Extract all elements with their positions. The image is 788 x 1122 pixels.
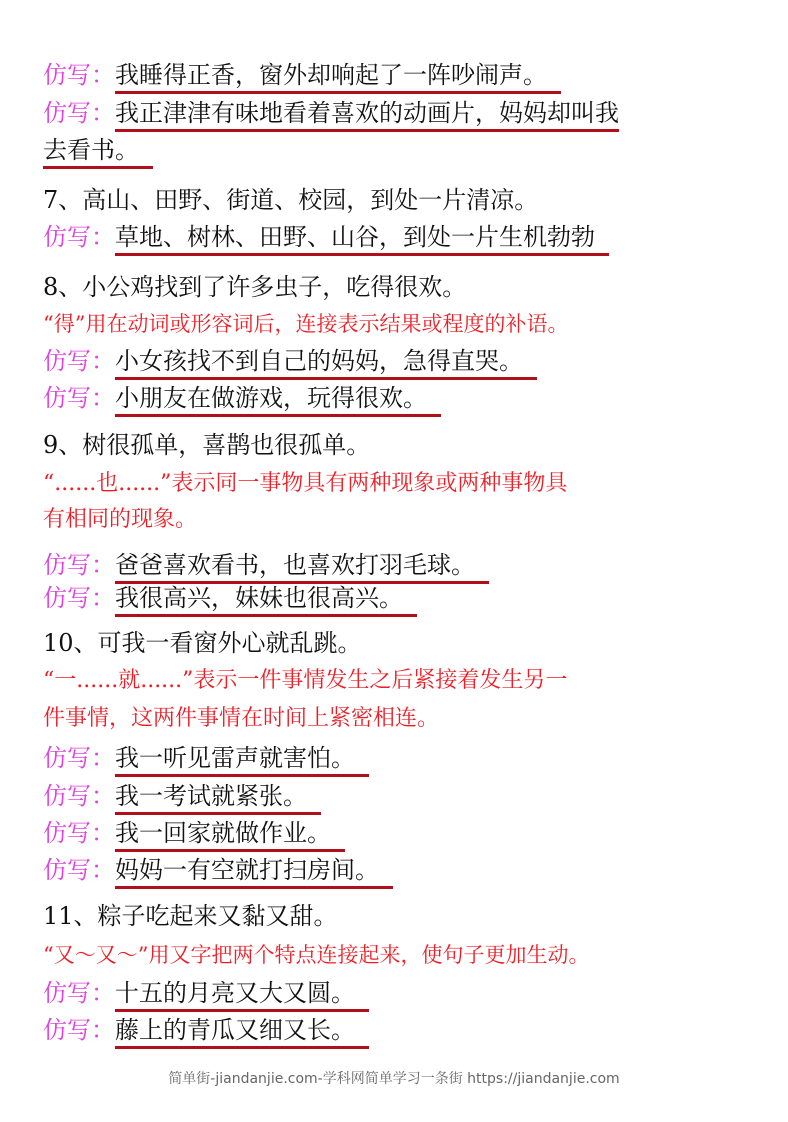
imitation-line xyxy=(43,96,619,132)
imitation-answer: 妈妈一有空就打扫房间。 xyxy=(115,854,393,889)
imitation-line xyxy=(43,344,537,380)
question-10: 10、可我一看窗外心就乱跳。 xyxy=(43,629,362,657)
imitation-answer: 我正津津有味地看着喜欢的动画片，妈妈却叫我 xyxy=(115,97,619,132)
question-9: 9、树很孤单，喜鹊也很孤单。 xyxy=(43,431,371,459)
imitation-label: 仿写： xyxy=(43,856,115,884)
imitation-line xyxy=(43,816,345,852)
explanation: “一......就......”表示一件事情发生之后紧接着发生另一 xyxy=(43,668,568,693)
imitation-line-continued xyxy=(43,133,153,169)
imitation-answer: 爸爸喜欢看书，也喜欢打羽毛球。 xyxy=(115,549,489,584)
explanation-continued: 件事情，这两件事情在时间上紧密相连。 xyxy=(43,706,440,731)
imitation-label: 仿写： xyxy=(43,61,115,89)
imitation-answer: 藤上的青瓜又细又长。 xyxy=(115,1014,369,1049)
imitation-label: 仿写： xyxy=(43,744,115,772)
imitation-line xyxy=(43,779,321,815)
imitation-label: 仿写： xyxy=(43,223,115,251)
explanation: “得”用在动词或形容词后，连接表示结果或程度的补语。 xyxy=(43,312,569,336)
imitation-answer: 我一回家就做作业。 xyxy=(115,817,345,852)
imitation-answer: 去看书。 xyxy=(43,134,153,169)
imitation-label: 仿写： xyxy=(43,551,115,579)
question-8: 8、小公鸡找到了许多虫子，吃得很欢。 xyxy=(43,273,467,301)
imitation-answer: 小女孩找不到自己的妈妈，急得直哭。 xyxy=(115,345,537,380)
imitation-label: 仿写： xyxy=(43,584,115,612)
imitation-label: 仿写： xyxy=(43,384,115,412)
imitation-answer: 我一听见雷声就害怕。 xyxy=(115,742,369,777)
explanation: “又～又～”用又字把两个特点连接起来，使句子更加生动。 xyxy=(43,943,590,967)
imitation-line xyxy=(43,548,489,584)
imitation-answer: 小朋友在做游戏，玩得很欢。 xyxy=(115,382,441,417)
imitation-label: 仿写： xyxy=(43,782,115,810)
imitation-label: 仿写： xyxy=(43,99,115,127)
imitation-line xyxy=(43,1013,369,1049)
imitation-answer: 我一考试就紧张。 xyxy=(115,780,321,815)
imitation-line xyxy=(43,853,393,889)
imitation-label: 仿写： xyxy=(43,819,115,847)
imitation-line xyxy=(43,381,441,417)
imitation-answer: 我睡得正香，窗外却响起了一阵吵闹声。 xyxy=(115,59,561,94)
question-11: 11、粽子吃起来又黏又甜。 xyxy=(43,902,338,930)
imitation-line xyxy=(43,58,561,94)
imitation-label: 仿写： xyxy=(43,979,115,1007)
imitation-label: 仿写： xyxy=(43,347,115,375)
imitation-answer: 十五的月亮又大又圆。 xyxy=(115,977,369,1012)
footer-watermark: 简单街-jiandanjie.com-学科网简单学习一条街 https://jiandanjie.com xyxy=(168,1071,620,1087)
imitation-answer: 我很高兴，妹妹也很高兴。 xyxy=(115,582,417,617)
question-7: 7、高山、田野、街道、校园，到处一片清凉。 xyxy=(43,186,539,214)
imitation-label: 仿写： xyxy=(43,1016,115,1044)
imitation-line xyxy=(43,581,417,617)
imitation-answer: 草地、树林、田野、山谷，到处一片生机勃勃 xyxy=(115,221,609,256)
imitation-line xyxy=(43,741,369,777)
imitation-line xyxy=(43,976,369,1012)
explanation-continued: 有相同的现象。 xyxy=(43,507,198,532)
explanation: “......也......”表示同一事物具有两种现象或两种事物具 xyxy=(43,471,568,496)
imitation-line xyxy=(43,220,609,256)
